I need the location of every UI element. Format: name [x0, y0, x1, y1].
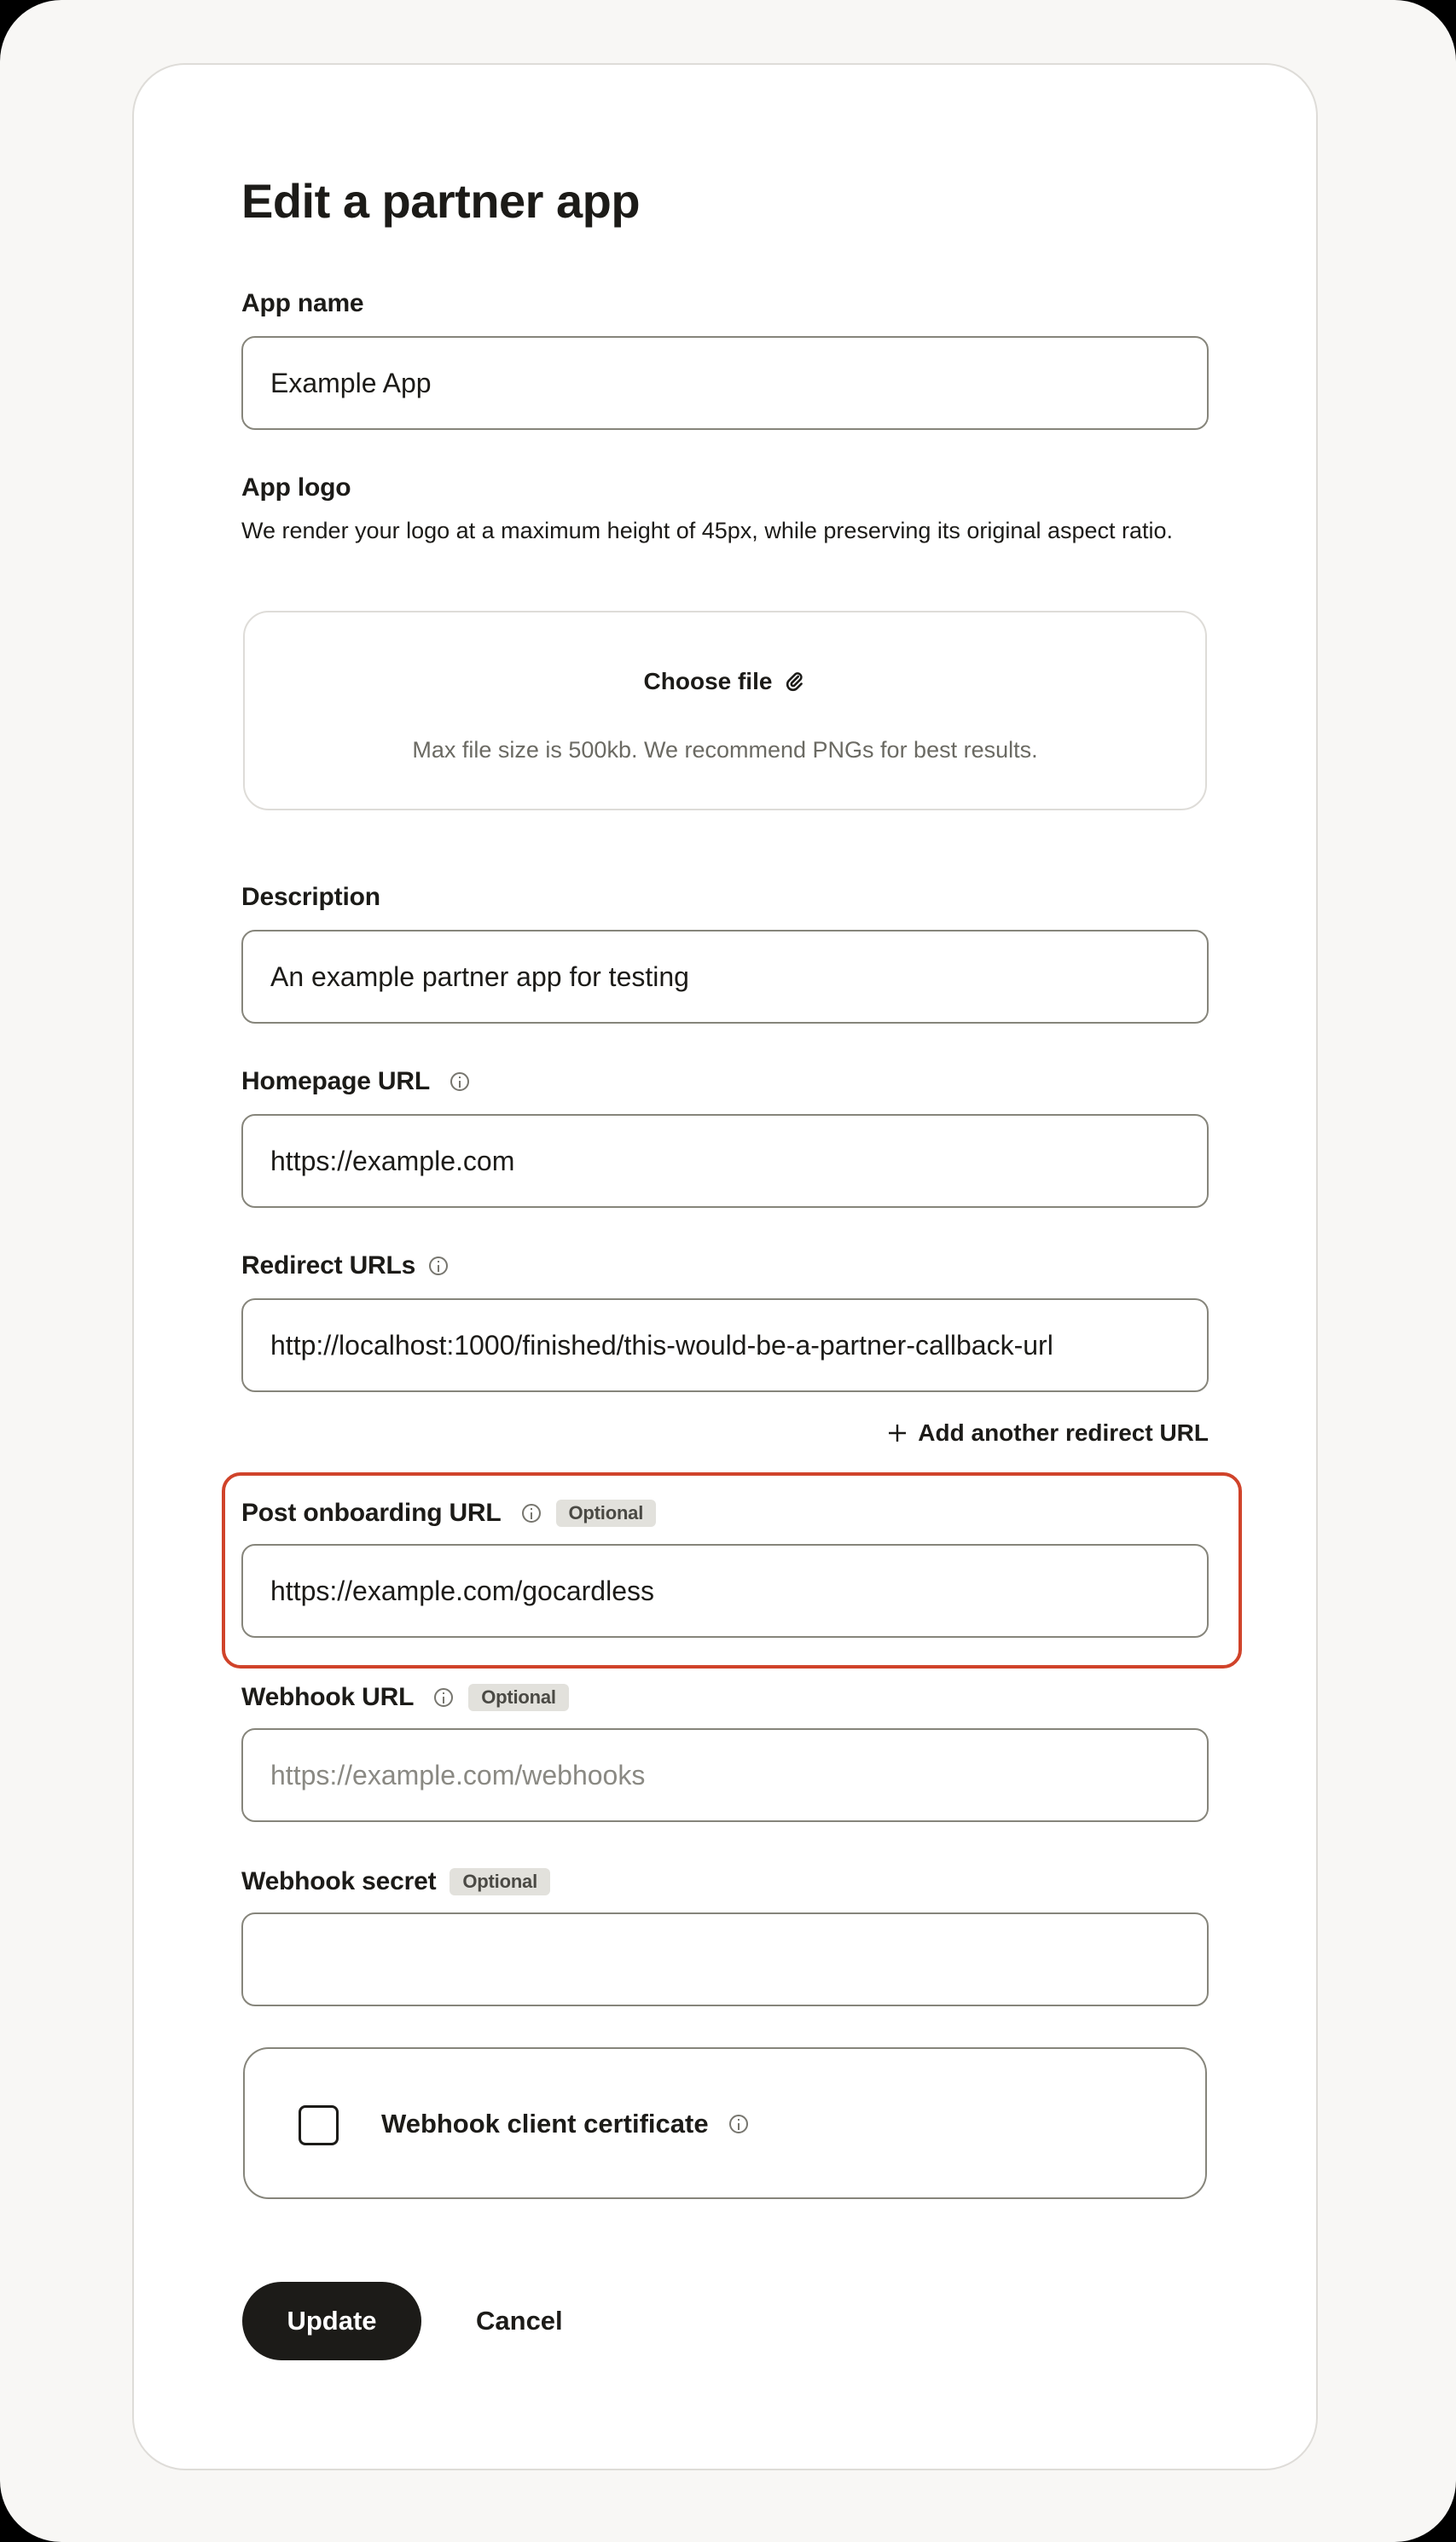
redirect-urls-label: [241, 1249, 448, 1283]
app-name-label-text: App name: [241, 289, 364, 317]
plus-icon: [887, 1423, 908, 1443]
webhook-url-label: [241, 1680, 569, 1715]
webhook-client-certificate-checkbox[interactable]: [299, 2105, 339, 2145]
max-file-size-info: Max file size is 500kb. We recommend PNGs for best results.: [412, 737, 1038, 763]
description-label-text: Description: [241, 883, 380, 911]
app-name-value: Example App: [270, 367, 432, 398]
webhook-client-certificate-label-text: Webhook client certificate: [381, 2109, 709, 2139]
page-title: Edit a partner app: [241, 174, 641, 228]
homepage-url-label: [241, 1065, 469, 1099]
homepage-url-label-text: Homepage URL: [241, 1067, 430, 1095]
app-name-label: [241, 287, 363, 321]
webhook-url-label-text: Webhook URL: [241, 1683, 415, 1711]
webhook-secret-input[interactable]: [241, 1912, 1209, 2006]
info-icon[interactable]: [429, 1256, 448, 1275]
app-name-input[interactable]: [241, 336, 1209, 430]
redirect-urls-label-text: Redirect URLs: [241, 1251, 416, 1280]
webhook-client-certificate-option[interactable]: [243, 2047, 1207, 2199]
info-icon[interactable]: [729, 2115, 748, 2133]
post-onboarding-url-label: [241, 1496, 656, 1530]
redirect-url-input[interactable]: [241, 1298, 1209, 1392]
post-onboarding-url-label-text: Post onboarding URL: [241, 1499, 502, 1527]
webhook-url-placeholder: https://example.com/webhooks: [270, 1759, 646, 1790]
post-onboarding-url-value: https://example.com/gocardless: [270, 1575, 654, 1606]
info-icon[interactable]: [434, 1688, 453, 1707]
optional-badge: Optional: [450, 1868, 550, 1895]
optional-badge: Optional: [556, 1500, 657, 1527]
description-label: [241, 880, 380, 914]
choose-file-button[interactable]: [245, 668, 1205, 695]
add-redirect-url-link[interactable]: [887, 1419, 1209, 1447]
webhook-url-input[interactable]: [241, 1728, 1209, 1822]
update-button[interactable]: Update: [242, 2282, 421, 2360]
paperclip-icon: [784, 670, 806, 693]
choose-file-label: Choose file: [643, 668, 773, 694]
homepage-url-input[interactable]: [241, 1114, 1209, 1208]
post-onboarding-url-input[interactable]: [241, 1544, 1209, 1638]
webhook-secret-label-text: Webhook secret: [241, 1867, 437, 1895]
description-value: An example partner app for testing: [270, 961, 689, 992]
webhook-secret-label: [241, 1865, 550, 1899]
webhook-client-certificate-label: [381, 2107, 748, 2141]
app-logo-label: [241, 471, 351, 505]
homepage-url-value: https://example.com: [270, 1145, 515, 1176]
optional-badge: Optional: [468, 1684, 569, 1711]
logo-upload-dropzone[interactable]: [243, 611, 1207, 810]
redirect-url-value: http://localhost:1000/finished/this-would-be-a-partner-callback-url: [270, 1329, 1053, 1361]
add-redirect-url-label: Add another redirect URL: [918, 1419, 1209, 1446]
info-icon[interactable]: [522, 1504, 541, 1523]
app-logo-label-text: App logo: [241, 473, 351, 502]
info-icon[interactable]: [450, 1072, 469, 1091]
description-input[interactable]: [241, 930, 1209, 1024]
cancel-button[interactable]: Cancel: [476, 2306, 563, 2336]
app-logo-helper: We render your logo at a maximum height of 45px, while preserving its original aspect ratio.: [241, 518, 1174, 543]
